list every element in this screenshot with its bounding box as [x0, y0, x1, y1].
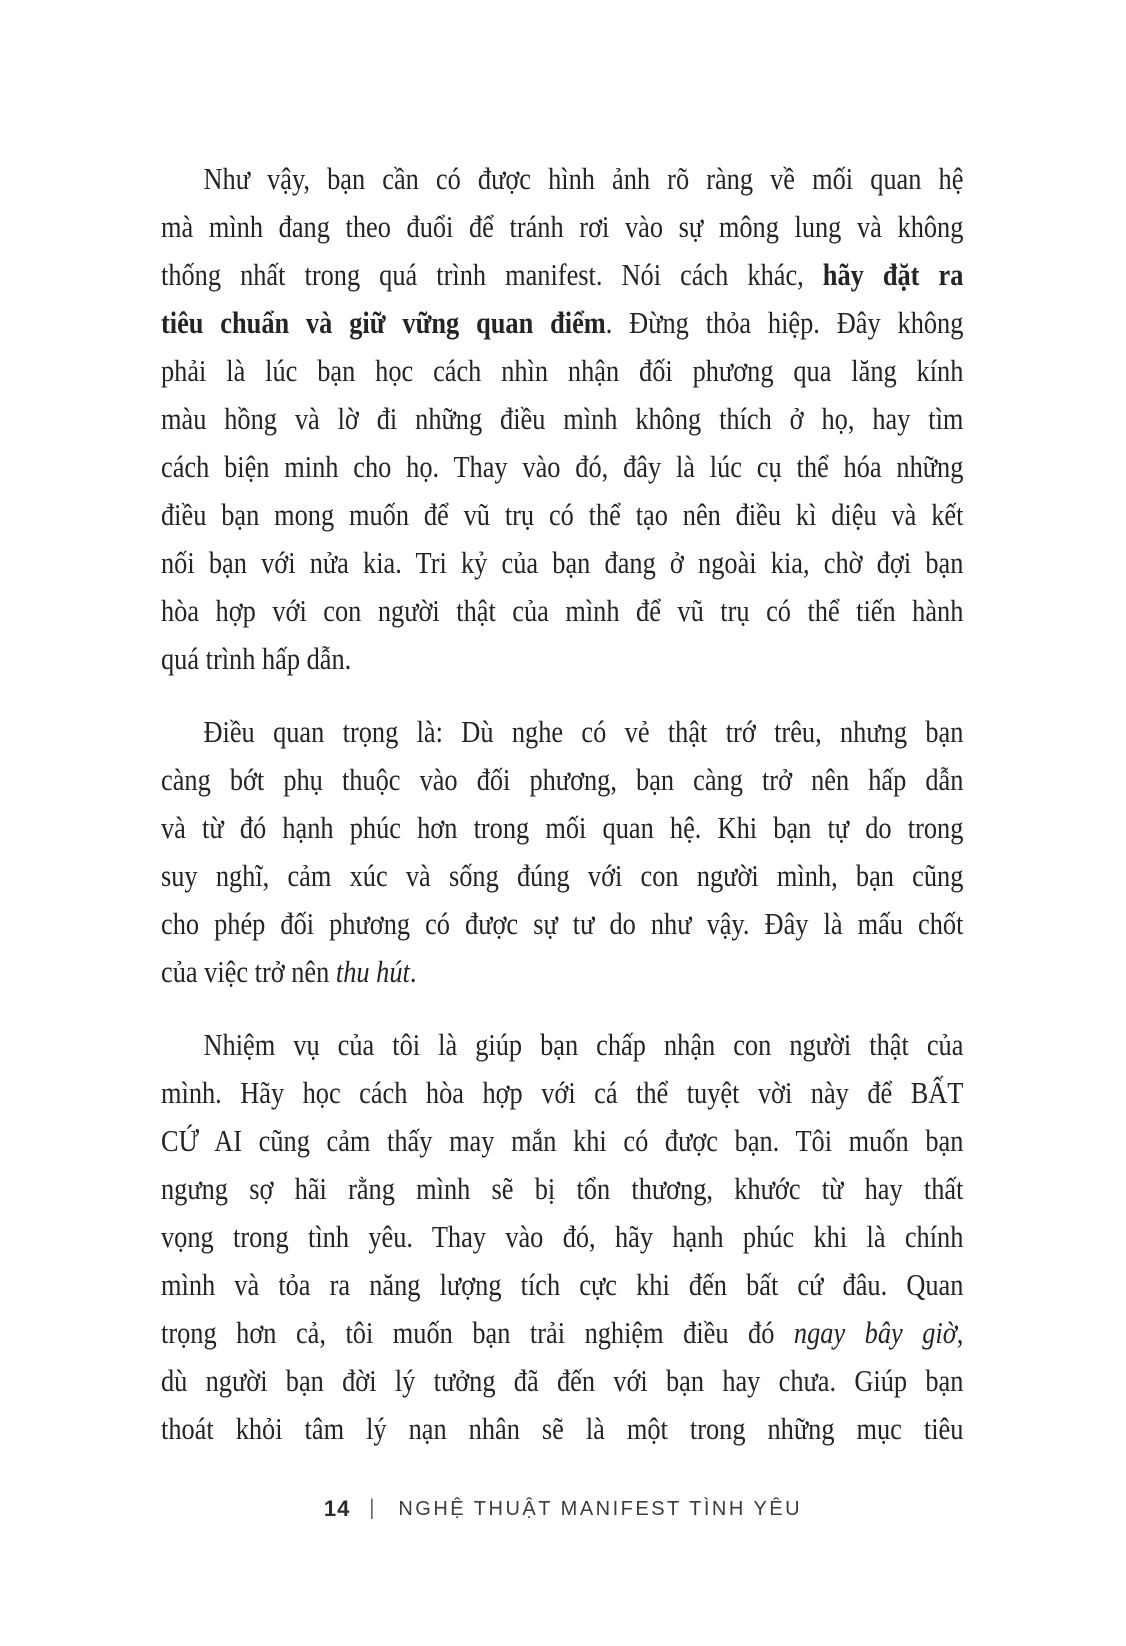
text-run-normal: dù người bạn đời lý tưởng đã đến với bạn hay chưa. Giúp bạn — [161, 1363, 964, 1398]
text-line — [161, 347, 963, 395]
text-run-italic: thu hút — [335, 954, 410, 989]
text-run-normal: thống nhất trong quá trình manifest. Nói cách khác, — [161, 257, 823, 292]
text-run-normal: Điều quan trọng là: Dù nghe có vẻ thật trớ trêu, nhưng bạn — [203, 714, 964, 749]
text-line — [161, 1261, 963, 1309]
text-run-normal: phải là lúc bạn học cách nhìn nhận đối phương qua lăng kính — [161, 353, 964, 388]
text-run-normal: mình và tỏa ra năng lượng tích cực khi đến bất cứ đâu. Quan — [161, 1267, 964, 1302]
text-line — [161, 395, 963, 443]
text-run-normal: ngưng sợ hãi rằng mình sẽ bị tổn thương, khước từ hay thất — [161, 1171, 964, 1206]
paragraph — [161, 708, 963, 996]
text-run-normal: thoát khỏi tâm lý nạn nhân sẽ là một trong những mục tiêu — [161, 1411, 964, 1446]
text-run-bold: tiêu chuẩn và giữ vững quan điểm — [161, 305, 606, 340]
text-run-normal: càng bớt phụ thuộc vào đối phương, bạn càng trở nên hấp dẫn — [161, 762, 964, 797]
text-run-normal: điều bạn mong muốn để vũ trụ có thể tạo nên điều kì diệu và kết — [161, 497, 964, 532]
text-run-italic: ngay bây giờ — [793, 1315, 957, 1350]
text-line — [161, 756, 963, 804]
text-run-normal: màu hồng và lờ đi những điều mình không thích ở họ, hay tìm — [161, 401, 964, 436]
text-run-bold: hãy đặt ra — [822, 257, 964, 292]
text-line — [161, 539, 963, 587]
text-run-normal: hòa hợp với con người thật của mình để vũ trụ có thể tiến hành — [161, 593, 964, 628]
page-footer — [0, 1496, 1126, 1522]
text-line — [161, 491, 963, 539]
text-run-normal: suy nghĩ, cảm xúc và sống đúng với con người mình, bạn cũng — [161, 858, 964, 893]
text-line — [161, 203, 963, 251]
text-line — [161, 155, 963, 203]
text-run-normal: mà mình đang theo đuổi để tránh rơi vào sự mông lung và không — [161, 209, 964, 244]
footer-separator: | — [369, 1496, 375, 1521]
text-line — [161, 948, 963, 996]
text-run-normal: quá trình hấp dẫn. — [161, 641, 352, 676]
text-line — [161, 1165, 963, 1213]
text-line — [161, 1405, 963, 1453]
text-line — [161, 251, 963, 299]
text-line — [161, 443, 963, 491]
text-line — [161, 900, 963, 948]
text-run-normal: và từ đó hạnh phúc hơn trong mối quan hệ. Khi bạn tự do trong — [161, 810, 964, 845]
text-line — [161, 1069, 963, 1117]
book-title: NGHỆ THUẬT MANIFEST TÌNH YÊU — [398, 1497, 803, 1520]
text-line — [161, 299, 963, 347]
text-line — [161, 1357, 963, 1405]
text-line — [161, 804, 963, 852]
paragraph — [161, 1021, 963, 1453]
text-line — [161, 1117, 963, 1165]
text-run-normal: CỨ AI cũng cảm thấy may mắn khi có được bạn. Tôi muốn bạn — [161, 1123, 964, 1158]
text-line — [161, 635, 963, 683]
text-run-normal: trọng hơn cả, tôi muốn bạn trải nghiệm điều đó — [161, 1315, 794, 1350]
text-run-normal: mình. Hãy học cách hòa hợp với cá thể tuyệt vời này để BẤT — [161, 1075, 964, 1110]
text-line — [161, 852, 963, 900]
text-run-normal: nối bạn với nửa kia. Tri kỷ của bạn đang ở ngoài kia, chờ đợi bạn — [161, 545, 964, 580]
text-run-normal: cách biện minh cho họ. Thay vào đó, đây là lúc cụ thể hóa những — [161, 449, 964, 484]
paragraph — [161, 155, 963, 683]
text-run-normal: . — [409, 954, 417, 989]
text-run-normal: vọng trong tình yêu. Thay vào đó, hãy hạnh phúc khi là chính — [161, 1219, 964, 1254]
text-line — [161, 1213, 963, 1261]
text-line — [161, 587, 963, 635]
text-line — [161, 1309, 963, 1357]
text-run-normal: Nhiệm vụ của tôi là giúp bạn chấp nhận con người thật của — [203, 1027, 964, 1062]
text-run-normal: cho phép đối phương có được sự tư do như vậy. Đây là mấu chốt — [161, 906, 964, 941]
text-run-normal: của việc trở nên — [161, 954, 336, 989]
page-number: 14 — [323, 1496, 351, 1521]
text-line — [161, 1021, 963, 1069]
text-run-normal: Như vậy, bạn cần có được hình ảnh rõ ràng về mối quan hệ — [203, 161, 964, 196]
text-run-normal: . Đừng thỏa hiệp. Đây không — [605, 305, 964, 340]
text-line — [161, 708, 963, 756]
body-text — [161, 155, 963, 1478]
text-run-normal: , — [956, 1315, 964, 1350]
